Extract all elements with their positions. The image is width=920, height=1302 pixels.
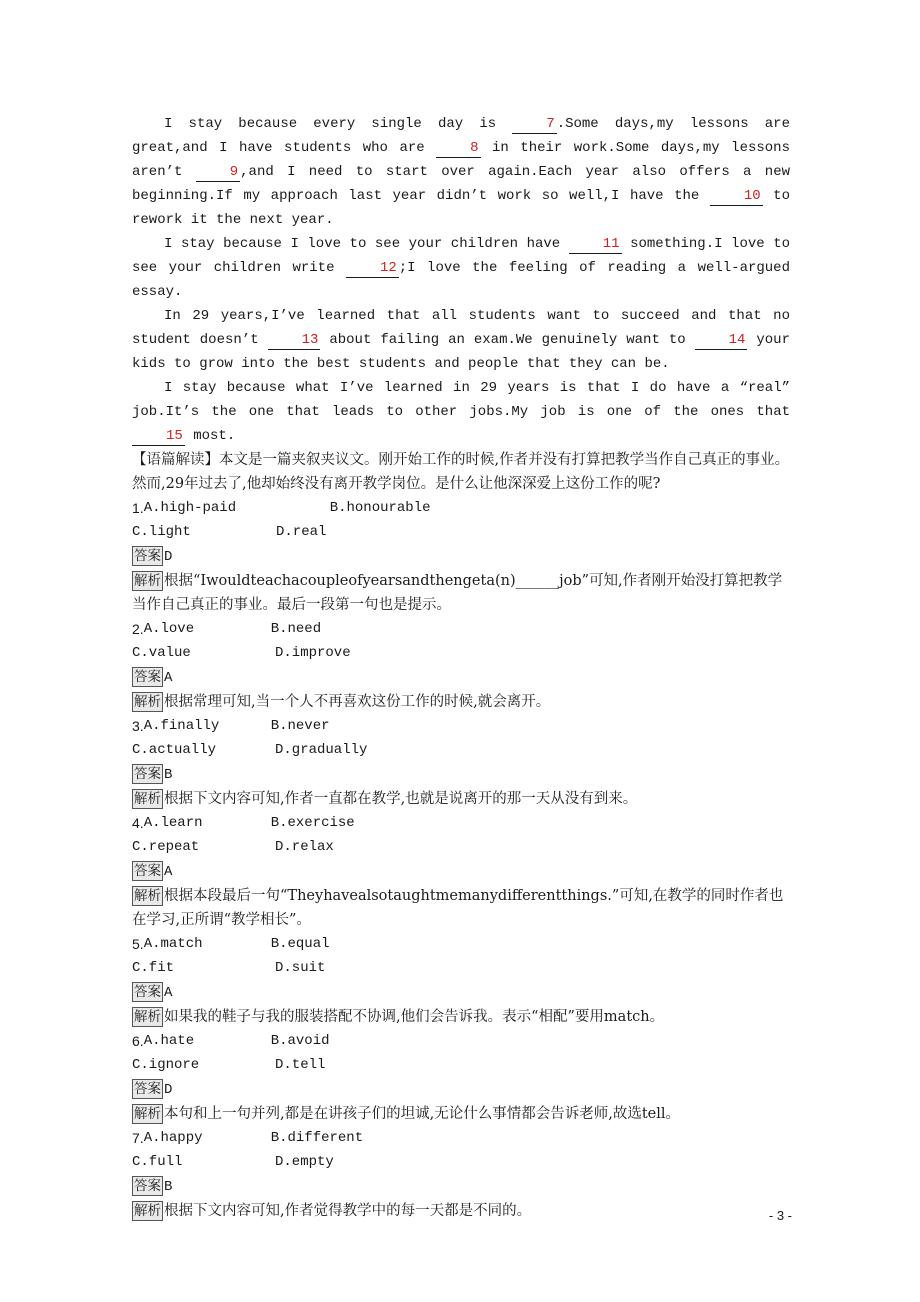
- answer-value: D: [164, 1082, 173, 1098]
- page-number: - 3 -: [768, 1208, 792, 1223]
- analysis-row: [132, 1005, 790, 1029]
- answer-value: A: [164, 985, 173, 1001]
- answer-label: 答案: [134, 984, 161, 1000]
- passage-paragraph: [132, 376, 790, 448]
- option-choice: C.full: [132, 1154, 183, 1170]
- option-choice: A.learn: [143, 815, 203, 831]
- answer-value: A: [164, 864, 173, 880]
- analysis-label: 解析: [134, 791, 161, 807]
- options-row: [132, 496, 790, 520]
- option-choice: A.finally: [143, 718, 220, 734]
- option-choice: D.empty: [275, 1154, 334, 1170]
- option-choice: D.improve: [275, 645, 351, 661]
- passage-text: I stay because I love to see your children have: [164, 236, 569, 252]
- options-row: [132, 617, 790, 641]
- option-choice: A.happy: [143, 1130, 203, 1146]
- analysis-label: 解析: [134, 1009, 161, 1025]
- blank-number: 14: [695, 331, 748, 350]
- question-item: [132, 1126, 790, 1223]
- answer-row: [132, 859, 790, 884]
- options-row: [132, 641, 790, 665]
- answer-label: 答案: [134, 669, 161, 685]
- option-choice: C.light: [132, 524, 191, 540]
- question-item: [132, 1029, 790, 1126]
- analysis-row: [132, 1102, 790, 1126]
- question-list: [132, 496, 790, 1223]
- options-row: [132, 1029, 790, 1053]
- passage-text: to rework it the next year.: [132, 188, 790, 228]
- options-row: [132, 1053, 790, 1077]
- analysis-row: [132, 1199, 790, 1223]
- option-choice: D.tell: [275, 1057, 326, 1073]
- options-row: [132, 1126, 790, 1150]
- option-choice: A.match: [143, 936, 203, 952]
- options-row: [132, 835, 790, 859]
- blank-number: 12: [346, 259, 399, 278]
- question-number: 5.: [132, 936, 144, 952]
- passage-text: in their work.Some days,my lessons aren’t: [132, 140, 790, 180]
- worksheet-page: [132, 112, 790, 1223]
- analysis-label: 解析: [134, 1203, 161, 1219]
- option-choice: B.avoid: [270, 1033, 330, 1049]
- option-choice: D.gradually: [275, 742, 368, 758]
- option-choice: D.real: [276, 524, 327, 540]
- question-number: 7.: [132, 1130, 144, 1146]
- question-item: [132, 811, 790, 932]
- analysis-row: [132, 787, 790, 811]
- option-choice: A.hate: [143, 1033, 195, 1049]
- passage-text: your kids to grow into the best students and people that they can be.: [132, 332, 790, 372]
- answer-row: [132, 1077, 790, 1102]
- passage-text: most.: [184, 428, 236, 444]
- question-number: 6.: [132, 1033, 144, 1049]
- analysis-label: 解析: [134, 888, 161, 904]
- answer-value: B: [164, 1179, 173, 1195]
- option-choice: C.fit: [132, 960, 175, 976]
- question-item: [132, 496, 790, 617]
- options-row: [132, 1150, 790, 1174]
- answer-value: B: [164, 767, 173, 783]
- question-item: [132, 932, 790, 1029]
- analysis-label: 解析: [134, 694, 161, 710]
- question-item: [132, 617, 790, 714]
- answer-label: 答案: [134, 863, 161, 879]
- passage-paragraph: [132, 112, 790, 232]
- option-choice: A.love: [143, 621, 195, 637]
- answer-row: [132, 762, 790, 787]
- answer-label: 答案: [134, 766, 161, 782]
- analysis-label: 解析: [134, 573, 161, 589]
- passage-text: I stay because what I’ve learned in 29 years is that I do have a “real” job.It’s the one that leads to other jobs.My job is one of the ones that: [132, 380, 790, 420]
- analysis-text: 根据本段最后一句“Theyhavealsotaughtmemanydifferentthings.”可知,在教学的同时作者也在学习,正所谓“教学相长”。: [132, 888, 784, 928]
- option-choice: C.ignore: [132, 1057, 200, 1073]
- option-choice: C.actually: [132, 742, 217, 758]
- options-row: [132, 956, 790, 980]
- option-choice: D.suit: [275, 960, 326, 976]
- analysis-row: [132, 690, 790, 714]
- option-choice: B.equal: [270, 936, 330, 952]
- analysis-text: 本句和上一句并列,都是在讲孩子们的坦诚,无论什么事情都会告诉老师,故选tell。: [164, 1106, 681, 1122]
- answer-value: D: [164, 549, 173, 565]
- question-item: [132, 714, 790, 811]
- blank-number: 7: [512, 115, 556, 134]
- answer-row: [132, 665, 790, 690]
- options-row: [132, 738, 790, 762]
- answer-row: [132, 980, 790, 1005]
- options-row: [132, 932, 790, 956]
- passage-paragraph: [132, 304, 790, 376]
- analysis-text: 根据下文内容可知,作者觉得教学中的每一天都是不同的。: [164, 1203, 532, 1219]
- option-choice: D.relax: [275, 839, 334, 855]
- passage-text: I stay because every single day is: [164, 116, 513, 132]
- options-row: [132, 520, 790, 544]
- passage-text: something.I love to see your children write: [132, 236, 791, 276]
- question-number: 1.: [132, 500, 144, 516]
- options-row: [132, 811, 790, 835]
- analysis-row: [132, 884, 790, 932]
- passage-text: In 29 years,I’ve learned that all students want to succeed and that no student doesn’t: [132, 308, 790, 348]
- blank-number: 15: [132, 427, 185, 446]
- analysis-text: 根据常理可知,当一个人不再喜欢这份工作的时候,就会离开。: [164, 694, 551, 710]
- passage-paragraph: [132, 232, 790, 304]
- analysis-row: [132, 569, 790, 617]
- option-choice: C.repeat: [132, 839, 200, 855]
- question-number: 3.: [132, 718, 144, 734]
- options-row: [132, 714, 790, 738]
- analysis-text: 根据下文内容可知,作者一直都在教学,也就是说离开的那一天从没有到来。: [164, 791, 638, 807]
- answer-value: A: [164, 670, 173, 686]
- option-choice: C.value: [132, 645, 191, 661]
- option-choice: B.exercise: [270, 815, 355, 831]
- option-choice: B.never: [270, 718, 330, 734]
- answer-row: [132, 544, 790, 569]
- blank-number: 10: [710, 187, 763, 206]
- blank-number: 11: [569, 235, 622, 254]
- blank-number: 9: [196, 163, 240, 182]
- passage-intro: 【语篇解读】本文是一篇夹叙夹议文。刚开始工作的时候,作者并没有打算把教学当作自己真正的事业。然而,29年过去了,他却始终没有离开教学岗位。是什么让他深深爱上这份工作的呢?: [132, 452, 790, 492]
- answer-row: [132, 1174, 790, 1199]
- analysis-text: 根据“Iwouldteachacoupleofyearsandthengeta(n)______job”可知,作者刚开始没打算把教学当作自己真正的事业。最后一段第一句也是提示。: [132, 573, 783, 613]
- option-choice: B.different: [270, 1130, 364, 1146]
- answer-label: 答案: [134, 1081, 161, 1097]
- answer-label: 答案: [134, 548, 161, 564]
- option-choice: A.high-paid: [143, 500, 237, 516]
- answer-label: 答案: [134, 1178, 161, 1194]
- passage-text: about failing an exam.We genuinely want to: [320, 332, 695, 348]
- blank-number: 8: [436, 139, 480, 158]
- passage-text: ,and I need to start over again.Each year also offers a new beginning.If my approach last year didn’t work so well,I have the: [132, 164, 790, 204]
- option-choice: B.need: [270, 621, 322, 637]
- reading-passage: [132, 112, 790, 448]
- question-number: 2.: [132, 621, 144, 637]
- question-number: 4.: [132, 815, 144, 831]
- passage-text: ;I love the feeling of reading a well-argued essay.: [132, 260, 790, 300]
- analysis-text: 如果我的鞋子与我的服装搭配不协调,他们会告诉我。表示“相配”要用match。: [164, 1009, 665, 1025]
- passage-text: .Some days,my lessons are great,and I have students who are: [132, 116, 790, 156]
- blank-number: 13: [268, 331, 321, 350]
- option-choice: B.honourable: [329, 500, 431, 516]
- analysis-label: 解析: [134, 1106, 161, 1122]
